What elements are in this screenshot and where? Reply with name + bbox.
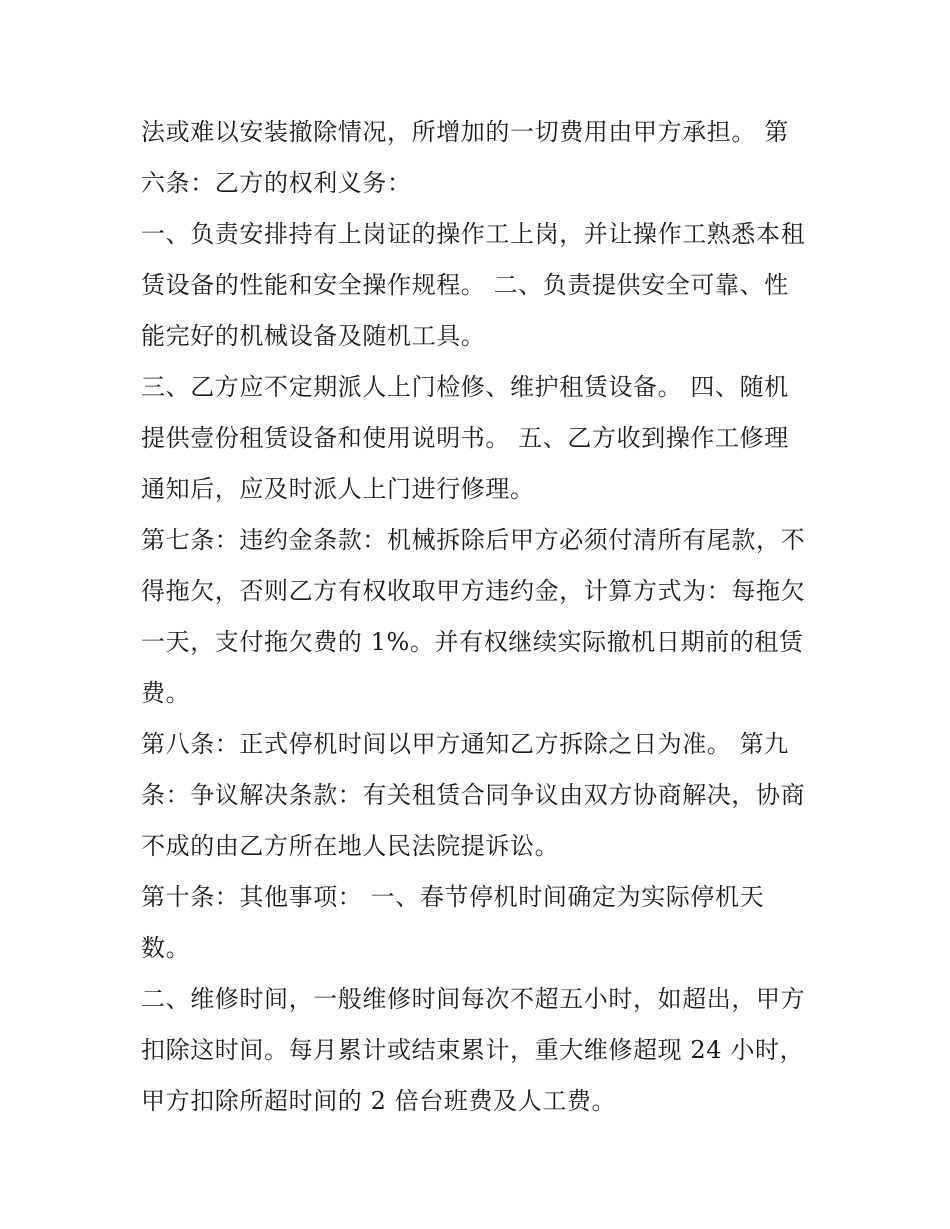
text-line: 一天，支付拖欠费的 1%。并有权继续实际撤机日期前的租赁 (141, 628, 804, 656)
text-line: 赁设备的性能和安全操作规程。 二、负责提供安全可靠、性 (141, 271, 789, 299)
text-line: 扣除这时间。每月累计或结束累计，重大维修超现 24 小时， (141, 1036, 805, 1064)
text-line: 第七条：违约金条款：机械拆除后甲方必须付清所有尾款，不 (141, 526, 806, 554)
text-line: 费。 (141, 679, 191, 707)
text-line: 第十条：其他事项： 一、春节停机时间确定为实际停机天 (141, 883, 765, 911)
text-line: 甲方扣除所超时间的 2 倍台班费及人工费。 (141, 1087, 617, 1115)
text-line: 得拖欠，否则乙方有权收取甲方违约金，计算方式为：每拖欠 (141, 577, 806, 605)
text-line: 三、乙方应不定期派人上门检修、维护租赁设备。 四、随机 (141, 373, 789, 401)
text-line: 二、维修时间，一般维修时间每次不超五小时，如超出，甲方 (141, 985, 806, 1013)
text-line: 提供壹份租赁设备和使用说明书。 五、乙方收到操作工修理 (141, 424, 789, 452)
text-line: 不成的由乙方所在地人民法院提诉讼。 (141, 832, 560, 860)
text-line: 六条：乙方的权利义务： (141, 169, 412, 197)
text-line: 条：争议解决条款：有关租赁合同争议由双方协商解决，协商 (141, 781, 806, 809)
text-line: 数。 (141, 934, 191, 962)
text-line: 第八条：正式停机时间以甲方通知乙方拆除之日为准。 第九 (141, 730, 789, 758)
text-line: 法或难以安装撤除情况，所增加的一切费用由甲方承担。 第 (141, 118, 789, 146)
text-line: 通知后，应及时派人上门进行修理。 (141, 475, 535, 503)
text-line: 能完好的机械设备及随机工具。 (141, 322, 486, 350)
text-line: 一、负责安排持有上岗证的操作工上岗，并让操作工熟悉本租 (141, 220, 806, 248)
